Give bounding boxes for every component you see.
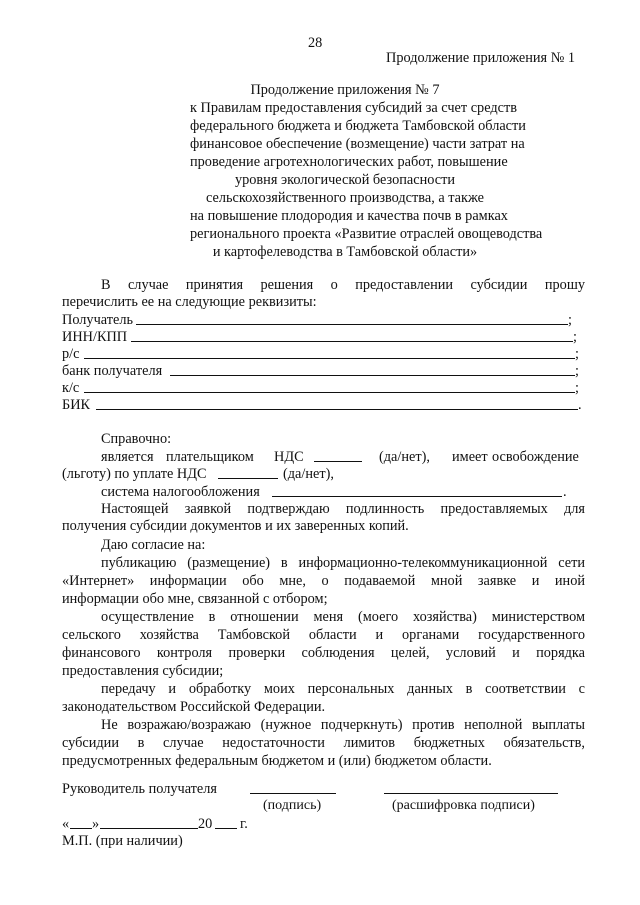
- vat-word-6: освобождение: [492, 449, 579, 465]
- decoding-caption: (расшифровка подписи): [392, 798, 535, 813]
- title-line: к Правилам предоставления субсидий за счет средств: [190, 100, 517, 116]
- tax-system-field[interactable]: [272, 496, 562, 497]
- requisite-label-account: р/с: [62, 346, 80, 362]
- objection-line-2: субсидии в случае недостаточности лимитов бюджетных обязательств,: [62, 735, 585, 751]
- requisite-end: ;: [575, 363, 579, 379]
- intro-line-1: В случае принятия решения о предоставлении субсидии прошу: [101, 277, 585, 293]
- page-number: 28: [308, 35, 323, 51]
- objection-line-3: предусмотренных федеральным бюджетом и (или) бюджетом области.: [62, 753, 492, 769]
- tax-system-end: .: [563, 484, 567, 500]
- requisite-end: .: [578, 397, 582, 413]
- tax-system-label: система налогообложения: [101, 484, 260, 500]
- title-line: финансовое обеспечение (возмещение) части затрат на: [190, 136, 525, 152]
- signature-decoding-field[interactable]: [384, 793, 558, 794]
- intro-line-2: перечислить ее на следующие реквизиты:: [62, 294, 317, 310]
- title-line: федерального бюджета и бюджета Тамбовской области: [190, 118, 526, 134]
- inn-kpp-field[interactable]: [131, 341, 573, 342]
- title-line: уровня экологической безопасности: [234, 172, 455, 188]
- bank-field[interactable]: [170, 375, 575, 376]
- vat-word-5: имеет: [452, 449, 488, 465]
- corr-account-field[interactable]: [84, 392, 575, 393]
- consent-p2-line4: предоставления субсидии;: [62, 663, 224, 679]
- vat-word-4: (да/нет),: [379, 449, 430, 465]
- consent-p1-line2: «Интернет» информации обо мне, о подаваемой мной заявке и иной: [62, 573, 585, 589]
- consent-title: Даю согласие на:: [101, 537, 206, 553]
- title-line: регионального проекта «Развитие отраслей овощеводства: [190, 226, 543, 242]
- confirm-line-1: Настоящей заявкой подтверждаю подлинность предоставляемых для: [101, 501, 585, 517]
- consent-p2-line3: финансового контроля проверки соблюдения целей, условий и порядка: [62, 645, 585, 661]
- title-line: сельскохозяйственного производства, а также: [205, 190, 485, 206]
- signature-field[interactable]: [250, 793, 336, 794]
- vat-word-1: является: [101, 449, 154, 465]
- requisite-label-bank: банк получателя: [62, 363, 163, 379]
- vat-word-3: НДС: [274, 449, 304, 465]
- consent-p2-line1: осуществление в отношении меня (моего хозяйства) министерством: [101, 609, 585, 625]
- account-field[interactable]: [84, 358, 575, 359]
- requisite-label-corr-account: к/с: [62, 380, 80, 396]
- consent-p1-line3: информации обо мне, связанной с отбором;: [62, 591, 328, 607]
- consent-p2-line2: сельского хозяйства Тамбовской области и органами государственного: [62, 627, 585, 643]
- title-line: проведение агротехнологических работ, повышение: [190, 154, 508, 170]
- date-month-field[interactable]: [100, 828, 198, 829]
- requisite-end: ;: [575, 380, 579, 396]
- requisite-end: ;: [575, 346, 579, 362]
- stamp-note: М.П. (при наличии): [62, 833, 183, 849]
- title-line: и картофелеводства в Тамбовской области»: [212, 244, 478, 260]
- consent-p3-line1: передачу и обработку моих персональных данных в соответствии с: [101, 681, 585, 697]
- date-quote-open: «: [62, 816, 70, 832]
- date-year-suffix: г.: [240, 816, 248, 832]
- requisite-end: ;: [573, 329, 577, 345]
- requisite-label-bik: БИК: [62, 397, 91, 413]
- recipient-field[interactable]: [136, 324, 568, 325]
- date-day-field[interactable]: [70, 828, 92, 829]
- requisite-end: ;: [568, 312, 572, 328]
- reference-title: Справочно:: [101, 431, 172, 447]
- title-line: на повышение плодородия и качества почв в рамках: [190, 208, 508, 224]
- requisite-label-recipient: Получатель: [62, 312, 133, 328]
- bik-field[interactable]: [96, 409, 578, 410]
- requisite-label-inn-kpp: ИНН/КПП: [62, 329, 128, 345]
- consent-p1-line1: публикацию (размещение) в информационно-телекоммуникационной сети: [101, 555, 585, 571]
- vat-word-2: плательщиком: [166, 449, 254, 465]
- vat-line-2-end: (да/нет),: [283, 466, 334, 482]
- signature-caption: (подпись): [263, 798, 322, 813]
- date-year-field[interactable]: [215, 828, 237, 829]
- date-quote-close: »: [92, 816, 100, 832]
- date-year-prefix: 20: [198, 816, 213, 832]
- head-label: Руководитель получателя: [62, 781, 217, 797]
- objection-line-1: Не возражаю/возражаю (нужное подчеркнуть) против неполной выплаты: [101, 717, 585, 733]
- title-line: Продолжение приложения № 7: [250, 82, 440, 98]
- vat-payer-field[interactable]: [314, 461, 362, 462]
- vat-line-2: (льготу) по уплате НДС: [62, 466, 207, 482]
- confirm-line-2: получения субсидии документов и их заверенных копий.: [62, 518, 409, 534]
- consent-p3-line2: законодательством Российской Федерации.: [62, 699, 326, 715]
- vat-exemption-field[interactable]: [218, 478, 278, 479]
- header-continuation: Продолжение приложения № 1: [386, 50, 576, 66]
